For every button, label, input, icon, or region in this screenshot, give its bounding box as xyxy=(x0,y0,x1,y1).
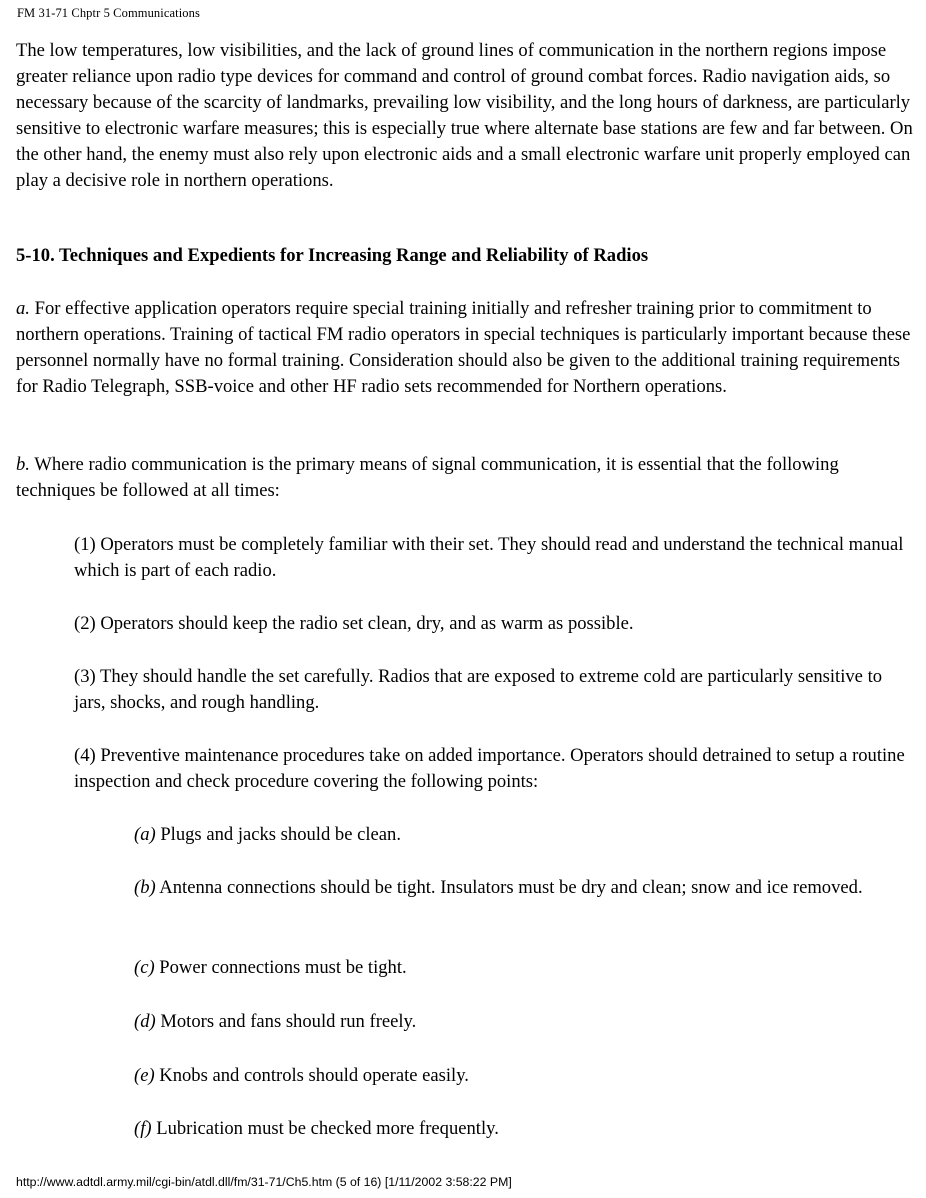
check-item-a-label: (a) xyxy=(134,824,156,845)
check-item-c xyxy=(134,955,914,981)
check-item-b-text: Antenna connections should be tight. Insulators must be dry and clean; snow and ice removed. xyxy=(155,877,863,898)
technique-item-2: (2) Operators should keep the radio set clean, dry, and as warm as possible. xyxy=(74,613,634,634)
check-item-c-text: Power connections must be tight. xyxy=(154,957,407,978)
technique-item-1: (1) Operators must be completely familiar with their set. They should read and understand the technical manual which is part of each radio. xyxy=(74,534,904,581)
check-item-e-text: Knobs and controls should operate easily. xyxy=(154,1065,469,1086)
paragraph-b-label: b. xyxy=(16,454,30,475)
check-item-f-text: Lubrication must be checked more frequently. xyxy=(151,1118,499,1139)
paragraph-a-text: For effective application operators require special training initially and refresher training prior to commitment to northern operations. Training of tactical FM radio operators in special techniques is particularly important because these personnel normally have no formal training. Consideration should also be given to the additional training requirements for Radio Telegraph, SSB-voice and other HF radio sets recommended for Northern operations. xyxy=(16,298,911,397)
technique-item-3: (3) They should handle the set carefully. Radios that are exposed to extreme cold are particularly sensitive to jars, shocks, and rough handling. xyxy=(74,666,883,713)
check-item-f xyxy=(134,1116,914,1142)
intro-paragraph: The low temperatures, low visibilities, and the lack of ground lines of communication in the northern regions impose greater reliance upon radio type devices for command and control of ground combat forces. Radio navigation aids, so necessary because of the scarcity of landmarks, prevailing low visibility, and the long hours of darkness, are particularly sensitive to electronic warfare measures; this is especially true where alternate base stations are few and far between. On the other hand, the enemy must also rely upon electronic aids and a small electronic warfare unit properly employed can play a decisive role in northern operations. xyxy=(16,40,913,191)
check-item-e xyxy=(134,1063,914,1089)
check-item-a-text: Plugs and jacks should be clean. xyxy=(155,824,401,845)
paragraph-a-label: a. xyxy=(16,298,30,319)
technique-item-4: (4) Preventive maintenance procedures take on added importance. Operators should detrained to setup a routine inspection and check procedure covering the following points: xyxy=(74,745,905,792)
check-item-d xyxy=(134,1009,914,1035)
section-heading: 5-10. Techniques and Expedients for Increasing Range and Reliability of Radios xyxy=(16,245,649,266)
page-header-title: FM 31-71 Chptr 5 Communications xyxy=(17,6,200,20)
check-item-d-label: (d) xyxy=(134,1011,156,1032)
page-footer-url: http://www.adtdl.army.mil/cgi-bin/atdl.dll/fm/31-71/Ch5.htm (5 of 16) [1/11/2002 3:58:22 PM] xyxy=(16,1175,512,1189)
check-item-b xyxy=(134,875,914,901)
check-item-d-text: Motors and fans should run freely. xyxy=(155,1011,417,1032)
check-item-b-label: (b) xyxy=(134,877,156,898)
check-item-f-label: (f) xyxy=(134,1118,152,1139)
check-item-a xyxy=(134,822,914,848)
check-item-e-label: (e) xyxy=(134,1065,155,1086)
paragraph-b-text: Where radio communication is the primary means of signal communication, it is essential that the following techniques be followed at all times: xyxy=(16,454,839,501)
paragraph-a xyxy=(16,296,916,400)
check-item-c-label: (c) xyxy=(134,957,155,978)
paragraph-b xyxy=(16,452,916,504)
